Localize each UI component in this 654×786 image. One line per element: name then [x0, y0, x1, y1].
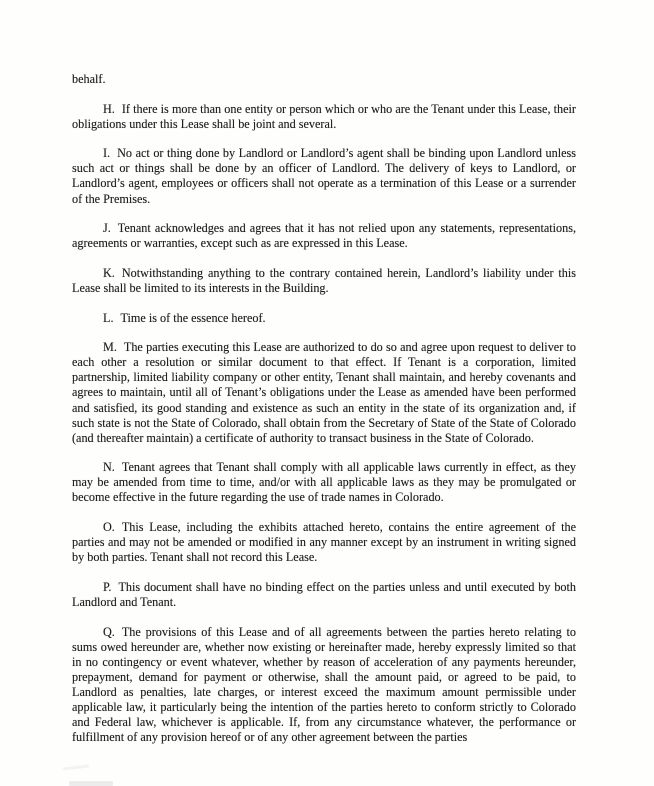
paragraph-label: M.	[103, 340, 117, 355]
document-body	[72, 72, 576, 745]
paragraph-text: This Lease, including the exhibits attached hereto, contains the entire agreement of the parties and may not be amended or modified in any manner except by an instrument in writing signed by both parties. Tenant shall not record this Lease.	[72, 520, 576, 565]
paragraph-text: Notwithstanding anything to the contrary contained herein, Landlord’s liability under this Lease shall be limited to its interests in the Building.	[72, 265, 576, 295]
paragraph-text: Tenant agrees that Tenant shall comply with all applicable laws currently in effect, as they may be amended from time to time, and/or with all applicable laws as they may be promulgated or become effective in the future regarding the use of trade names in Colorado.	[72, 460, 576, 505]
paragraph-text: The provisions of this Lease and of all agreements between the parties hereto relating to sums owed hereunder are, whether now existing or hereinafter made, hereby expressly limited so that in no contingency or event whatever, whether by reason of acceleration of any payments hereunder, prepayment, demand for payment or otherwise, shall the amount paid, or agreed to be paid, to Landlord as penalties, late charges, or interest exceed the maximum amount permissible under applicable law, it particularly being the intention of the parties hereto to conform strictly to Colorado and Federal law, whichever is applicable. If, from any circumstance whatever, the performance or fulfillment of any provision hereof or of any other agreement between the parties	[72, 624, 576, 745]
paragraph-i	[72, 146, 576, 206]
paragraph-label: I.	[103, 146, 111, 161]
paragraph-q	[72, 625, 576, 746]
paragraph-label: H.	[103, 101, 115, 116]
paragraph-p	[72, 580, 576, 610]
paragraph-label: N.	[103, 460, 115, 475]
scan-artifact	[69, 781, 113, 786]
paragraph-j	[72, 221, 576, 251]
paragraph-text: The parties executing this Lease are authorized to do so and agree upon request to deliver to each other a resolution or similar document to that effect. If Tenant is a corporation, limited partnership, limited liability company or other entity, Tenant shall maintain, and hereby covenants and agrees to maintain, until all of Tenant’s obligations under the Lease as amended have been performed and satisfied, its good standing and existence as such an entity in the state of its organization and, if such state is not the State of Colorado, shall obtain from the Secretary of State of the State of Colorado (and thereafter maintain) a certificate of authority to transact business in the State of Colorado.	[72, 340, 576, 445]
paragraph-text: No act or thing done by Landlord or Landlord’s agent shall be binding upon Landlord unless such act or things shall be done by an officer of Landlord. The delivery of keys to Landlord, or Landlord’s agent, employees or officers shall not operate as a termination of this Lease or a surrender of the Premises.	[72, 146, 576, 206]
paragraph-n	[72, 460, 576, 505]
paragraph-h	[72, 102, 576, 132]
paragraph-label: K.	[103, 265, 115, 280]
paragraph-k	[72, 266, 576, 296]
paragraph-text: If there is more than one entity or person which or who are the Tenant under this Lease, their obligations under this Lease shall be joint and several.	[72, 101, 576, 131]
carryover-line: behalf.	[72, 72, 106, 86]
paragraph-label: P.	[103, 579, 112, 594]
paragraph-m	[72, 340, 576, 446]
paragraph-label: J.	[103, 221, 111, 236]
paragraph-l	[72, 311, 576, 326]
paragraph-text: This document shall have no binding effect on the parties unless and until executed by both Landlord and Tenant.	[72, 579, 576, 609]
paragraph-label: L.	[103, 310, 114, 325]
paragraph-text: Time is of the essence hereof.	[120, 310, 266, 325]
paragraph-label: O.	[103, 520, 115, 535]
paragraph-text: Tenant acknowledges and agrees that it has not relied upon any statements, representations, agreements or warranties, except such as are expressed in this Lease.	[72, 221, 576, 251]
paragraph-label: Q.	[103, 624, 115, 639]
paragraph-o	[72, 520, 576, 565]
scan-artifact	[63, 765, 89, 771]
